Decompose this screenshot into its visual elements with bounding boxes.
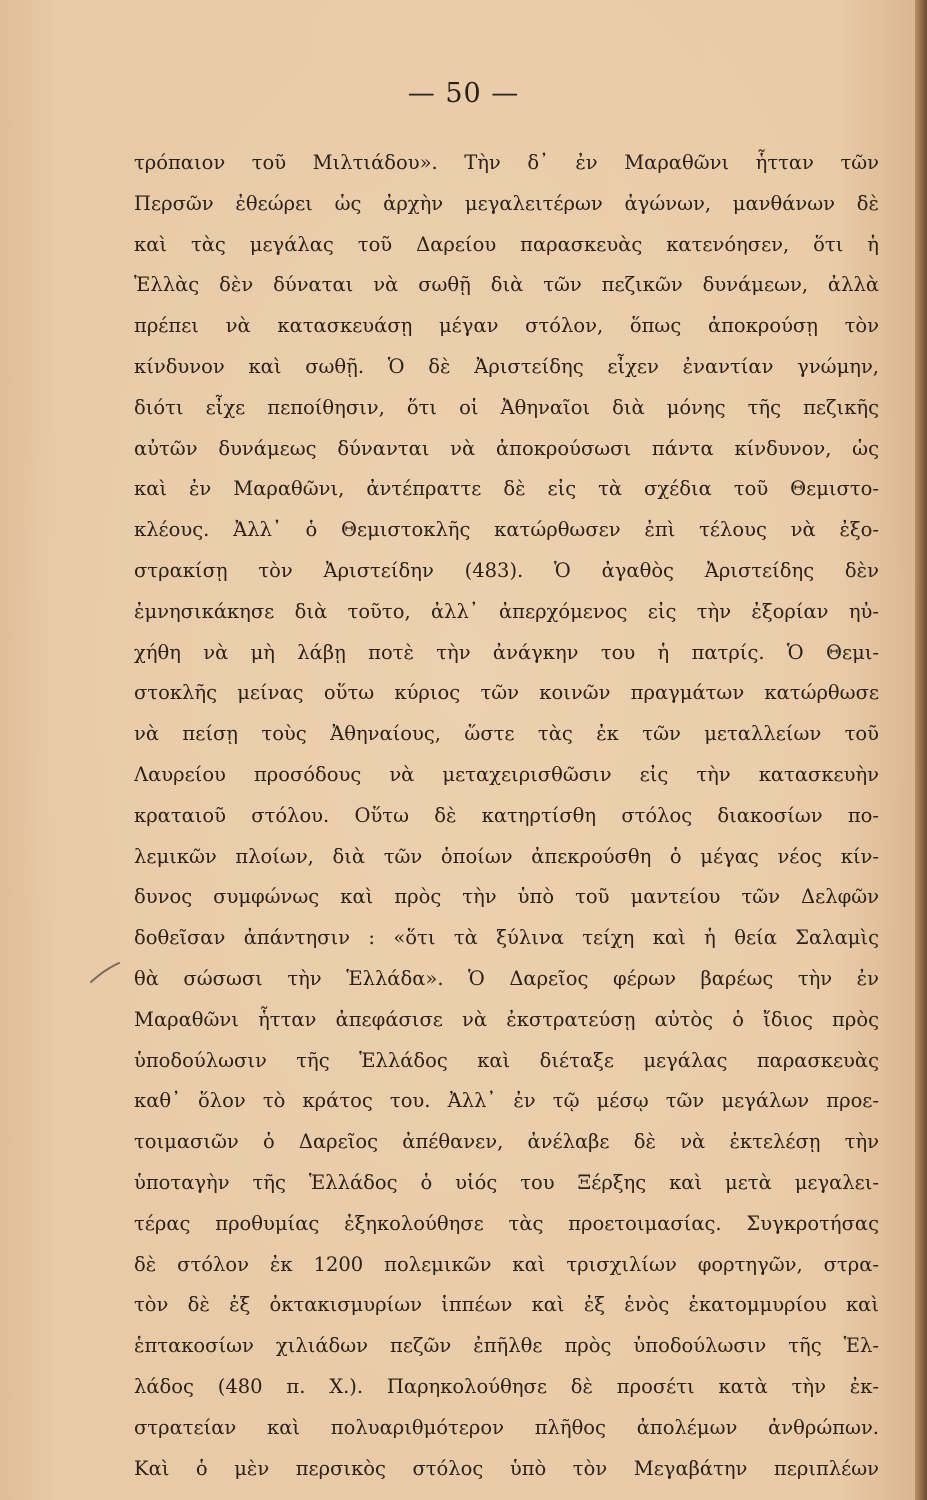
text-line: καὶ ἐν Μαραθῶνι, ἀντέπραττε δὲ εἰς τὰ σχέδια τοῦ Θεμιστο-	[134, 477, 879, 501]
text-line: Ἑλλὰς δὲν δύναται νὰ σωθῇ διὰ τῶν πεζικῶν δυνάμεων, ἀλλὰ	[134, 273, 879, 297]
text-line: στρατείαν καὶ πολυαριθμότερον πλῆθος ἀπολέμων ἀνθρώπων.	[134, 1415, 879, 1439]
text-line: δὲ στόλον ἐκ 1200 πολεμικῶν καὶ τρισχιλίων φορτηγῶν, στρα-	[134, 1252, 879, 1276]
text-line: πρέπει νὰ κατασκευάσῃ μέγαν στόλον, ὅπως ἀποκρούσῃ τὸν	[134, 314, 879, 338]
text-line: ἐμνησικάκησε διὰ τοῦτο, ἀλλ᾽ ἀπερχόμενος εἰς τὴν ἐξορίαν ηὐ-	[134, 599, 879, 623]
text-line: τρόπαιον τοῦ Μιλτιάδου». Τὴν δ᾽ ἐν Μαραθῶνι ἧτταν τῶν	[134, 151, 879, 174]
text-line: καὶ τὰς μεγάλας τοῦ Δαρείου παρασκευὰς κατενόησεν, ὅτι ἡ	[134, 232, 879, 256]
page-number: — 50 —	[407, 78, 520, 109]
text-line: αὐτῶν δυνάμεως δύνανται νὰ ἀποκρούσωσι πάντα κίνδυνον, ὡς	[134, 436, 879, 460]
text-line: ὑποδούλωσιν τῆς Ἑλλάδος καὶ διέταξε μεγάλας παρασκευὰς	[134, 1048, 879, 1072]
text-line: τέρας προθυμίας ἐξηκολούθησε τὰς προετοιμασίας. Συγκροτήσας	[134, 1211, 879, 1235]
text-line: χήθη νὰ μὴ λάβῃ ποτὲ τὴν ἀνάγκην του ἡ πατρίς. Ὁ Θεμι-	[134, 640, 879, 664]
text-line: λεμικῶν πλοίων, διὰ τῶν ὁποίων ἀπεκρούσθη ὁ μέγας νέος κίν-	[134, 844, 879, 868]
text-line: Λαυρείου προσόδους νὰ μεταχειρισθῶσιν εἰς τὴν κατασκευὴν	[134, 762, 879, 786]
text-line: κραταιοῦ στόλου. Οὕτω δὲ κατηρτίσθη στόλος διακοσίων πο-	[134, 803, 879, 827]
text-line: στοκλῆς μείνας οὕτω κύριος τῶν κοινῶν πραγμάτων κατώρθωσε	[134, 681, 879, 705]
text-line: δοθεῖσαν ἀπάντησιν : «ὅτι τὰ ξύλινα τείχη καὶ ἡ θεία Σαλαμὶς	[134, 926, 879, 950]
text-line: Μαραθῶνι ἧτταν ἀπεφάσισε νὰ ἐκστρατεύσῃ αὐτὸς ὁ ἴδιος πρὸς	[134, 1007, 879, 1031]
text-line: ἑπτακοσίων χιλιάδων πεζῶν ἐπῆλθε πρὸς ὑποδούλωσιν τῆς Ἑλ-	[134, 1334, 879, 1358]
text-line: λάδος (480 π. Χ.). Παρηκολούθησε δὲ προσέτι κατὰ τὴν ἐκ-	[134, 1374, 879, 1398]
pencil-margin-mark	[88, 960, 122, 984]
body-text	[134, 143, 879, 1489]
text-line: τοιμασιῶν ὁ Δαρεῖος ἀπέθανεν, ἀνέλαβε δὲ νὰ ἐκτελέσῃ τὴν	[134, 1130, 879, 1154]
text-line: καθ᾽ ὅλον τὸ κράτος του. Ἀλλ᾽ ἐν τῷ μέσῳ τῶν μεγάλων προε-	[134, 1089, 879, 1113]
text-line: κίνδυνον καὶ σωθῇ. Ὁ δὲ Ἀριστείδης εἶχεν ἐναντίαν γνώμην,	[134, 354, 879, 378]
text-line: διότι εἶχε πεποίθησιν, ὅτι οἱ Ἀθηναῖοι διὰ μόνης τῆς πεζικῆς	[134, 395, 879, 419]
text-line: θὰ σώσωσι τὴν Ἑλλάδα». Ὁ Δαρεῖος φέρων βαρέως τὴν ἐν	[134, 966, 879, 990]
text-line: Περσῶν ἐθεώρει ὡς ἀρχὴν μεγαλειτέρων ἀγώνων, μανθάνων δὲ	[134, 191, 879, 215]
text-line: τὸν δὲ ἐξ ὀκτακισμυρίων ἱππέων καὶ ἐξ ἑνὸς ἑκατομμυρίου καὶ	[134, 1293, 879, 1317]
text-line: κλέους. Ἀλλ᾽ ὁ Θεμιστοκλῆς κατώρθωσεν ἐπὶ τέλους νὰ ἐξο-	[134, 518, 879, 542]
text-line: στρακίσῃ τὸν Ἀριστείδην (483). Ὁ ἀγαθὸς Ἀριστείδης δὲν	[134, 558, 879, 582]
text-line: Καὶ ὁ μὲν περσικὸς στόλος ὑπὸ τὸν Μεγαβάτην περιπλέων	[134, 1456, 879, 1480]
text-line: νὰ πείσῃ τοὺς Ἀθηναίους, ὥστε τὰς ἐκ τῶν μεταλλείων τοῦ	[134, 722, 879, 746]
page-edge	[915, 0, 927, 1500]
text-line: ὑποταγὴν τῆς Ἑλλάδος ὁ υἱός του Ξέρξης καὶ μετὰ μεγαλει-	[134, 1170, 879, 1194]
text-line: δυνος συμφώνως καὶ πρὸς τὴν ὑπὸ τοῦ μαντείου τῶν Δελφῶν	[134, 885, 879, 909]
